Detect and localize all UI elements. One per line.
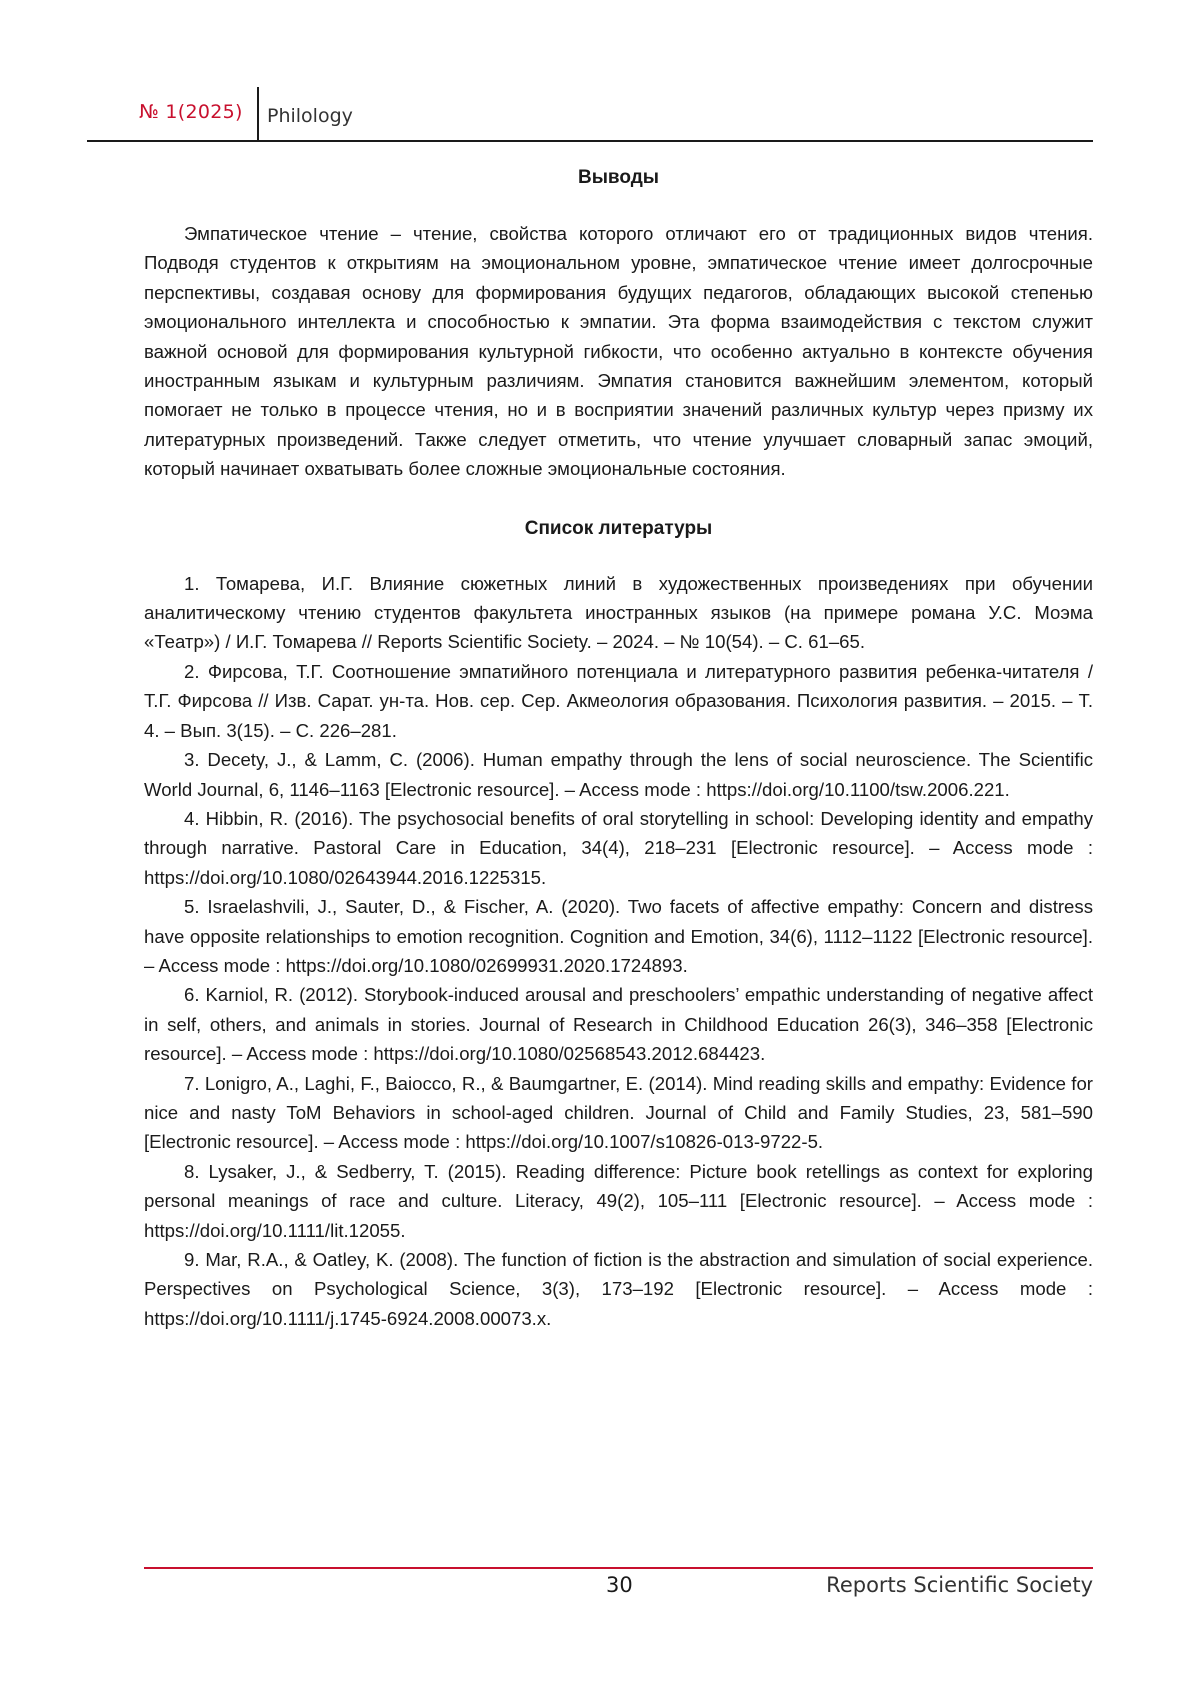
page-number: 30 xyxy=(606,1573,633,1597)
journal-name: Reports Scientific Society xyxy=(826,1573,1093,1597)
reference-item: 4. Hibbin, R. (2016). The psychosocial benefits of oral storytelling in school: Developing identity and empathy through narrative. Pastoral Care in Education, 34(4), 218–231 [Electronic resource]. – Access mode : https://doi.org/10.1080/02643944.2016.1225315. xyxy=(144,807,1093,888)
reference-item: 1. Томарева, И.Г. Влияние сюжетных линий в художественных произведениях при обучении аналитическому чтению студентов факультета иностранных языков (на примере романа У.С. Моэма «Театр») / И.Г. Томарева // Reports Scientific Society. – 2024. – № 10(54). – С. 61–65. xyxy=(144,572,1093,653)
footer-rule xyxy=(144,1567,1093,1569)
reference-item: 6. Karniol, R. (2012). Storybook-induced arousal and preschoolers’ empathic understanding of negative affect in self, others, and animals in stories. Journal of Research in Childhood Education 26(3), 346–358 [Electronic resource]. – Access mode : https://doi.org/10.1080/02568543.2012.684423. xyxy=(144,984,1093,1065)
page-content xyxy=(144,163,1093,1333)
reference-item: 8. Lysaker, J., & Sedberry, T. (2015). Reading difference: Picture book retellings as context for exploring personal meanings of race and culture. Literacy, 49(2), 105–111 [Electronic resource]. – Access mode : https://doi.org/10.1111/lit.12055. xyxy=(144,1160,1093,1241)
reference-item: 9. Mar, R.A., & Oatley, K. (2008). The function of fiction is the abstraction and simulation of social experience. Perspectives on Psychological Science, 3(3), 173–192 [Electronic resource]. – Access mode : https://doi.org/10.1111/j.1745-6924.2008.00073.x. xyxy=(144,1249,1093,1329)
issue-number: № 1(2025) xyxy=(139,101,243,123)
reference-list xyxy=(144,569,1093,1334)
section-title: Philology xyxy=(267,105,353,127)
reference-item: 2. Фирсова, Т.Г. Соотношение эмпатийного потенциала и литературного развития ребенка-читателя / Т.Г. Фирсова // Изв. Сарат. ун-та. Нов. сер. Сер. Акмеология образования. Психология развития. – 2015. – Т. 4. – Вып. 3(15). – С. 226–281. xyxy=(144,660,1093,741)
conclusions-heading: Выводы xyxy=(577,167,660,188)
conclusions-paragraph: Эмпатическое чтение – чтение, свойства которого отличают его от традиционных видов чтения. Подводя студентов к открытиям на эмоциональном уровне, эмпатическое чтение имеет долгосрочные перспективы, создавая основу для формирования будущих педагогов, обладающих высокой степенью эмоционального интеллекта и способностью к эмпатии. Эта форма взаимодействия с текстом служит важной основой для формирования культурной гибкости, что особенно актуально в контексте обучения иностранным языкам и культурным различиям. Эмпатия становится важнейшим элементом, который помогает не только в процессе чтения, но и в восприятии значений различных культур через призму их литературных произведений. Также следует отметить, что чтение улучшает словарный запас эмоций, который начинает охватывать более сложные эмоциональные состояния. xyxy=(144,223,1093,480)
page-header xyxy=(87,87,1093,142)
reference-item: 7. Lonigro, A., Laghi, F., Baiocco, R., & Baumgartner, E. (2014). Mind reading skills and empathy: Evidence for nice and nasty ToM Behaviors in school-aged children. Journal of Child and Family Studies, 23, 581–590 [Electronic resource]. – Access mode : https://doi.org/10.1007/s10826-013-9722-5. xyxy=(144,1072,1093,1153)
reference-item: 3. Decety, J., & Lamm, C. (2006). Human empathy through the lens of social neuroscience. The Scientific World Journal, 6, 1146–1163 [Electronic resource]. – Access mode : https://doi.org/10.1100/tsw.2006.221. xyxy=(144,749,1093,800)
references-heading: Список литературы xyxy=(524,517,713,539)
header-vertical-divider xyxy=(257,87,259,142)
header-rule xyxy=(87,140,1093,142)
reference-item: 5. Israelashvili, J., Sauter, D., & Fischer, A. (2020). Two facets of affective empathy: Concern and distress have opposite relationships to emotion recognition. Cognition and Emotion, 34(6), 1112–1122 [Electronic resource]. – Access mode : https://doi.org/10.1080/02699931.2020.1724893. xyxy=(144,896,1093,976)
